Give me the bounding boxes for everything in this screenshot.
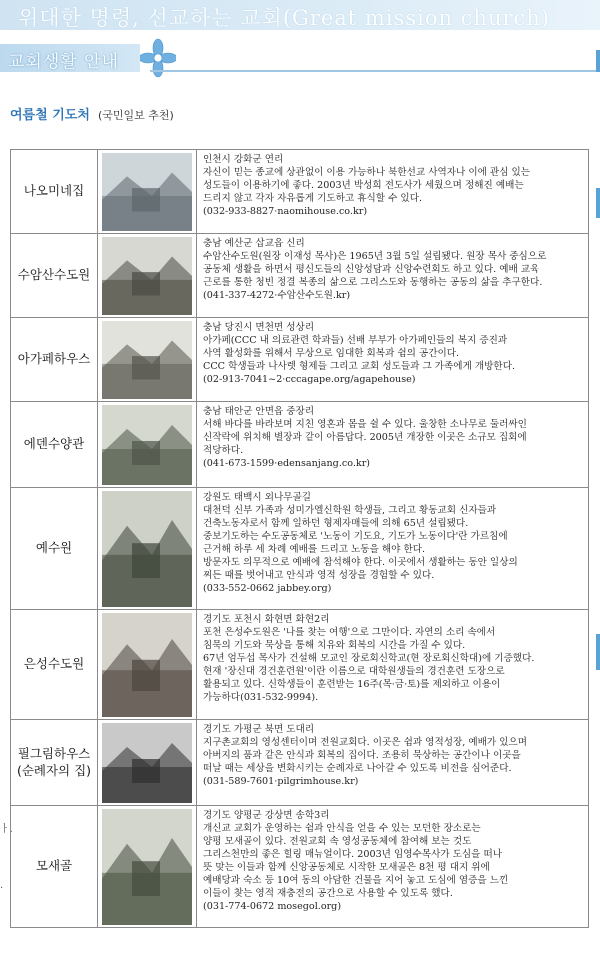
retreat-photo-cell: [98, 488, 197, 610]
retreat-address: 충남 예산군 삽교읍 신리: [203, 238, 305, 249]
retreat-address: 경기도 양평군 강상면 송학3리: [203, 810, 330, 821]
retreat-description-line: 대천덕 신부 가족과 성미가엘신학원 학생들, 그리고 황동교회 신자들과: [203, 505, 497, 517]
retreat-description-line: (02-913-7041~2·cccagape.org/agapehouse): [203, 374, 416, 386]
retreat-description-line: 공동체 생활을 하면서 평신도들의 신앙성담과 신앙수련회도 하고 있다. 예배 교육: [203, 264, 540, 276]
retreat-photo-cell: [98, 720, 197, 806]
retreat-description-line: 떠날 때는 세상을 변화시키는 순례자로 나아갈 수 있도록 비전을 심어준다.: [203, 763, 512, 775]
retreat-description-line: 예배당과 숙소 등 10여 동의 아담한 건물을 지어 놓고 도심에 염증을 느낀: [203, 875, 509, 887]
retreat-photo: [102, 613, 192, 717]
heading-title: 여름철 기도처: [10, 108, 90, 123]
page-heading: [10, 104, 174, 123]
section-header: [0, 44, 600, 72]
edge-marker: [596, 634, 600, 670]
retreat-row: [11, 318, 589, 402]
retreat-description-line: 67년 엄두섭 목사가 건설해 모교인 장로회신학교(현 장로회신학대)에 기증했다.: [203, 653, 535, 665]
retreat-description: [197, 402, 589, 488]
retreat-photo: [102, 723, 192, 803]
retreat-address: 인천시 강화군 연리: [203, 154, 284, 165]
retreat-description-line: 사역 활성화를 위해서 무상으로 임대한 회복과 쉼의 공간이다.: [203, 348, 460, 360]
retreat-name: 은성수도원: [11, 610, 98, 720]
edge-marker: [596, 188, 600, 218]
retreat-photo-cell: [98, 234, 197, 318]
retreat-description-line: 수암산수도원(원장 이재성 목사)은 1965년 3월 5일 설립됐다. 원장 목사 중심으로: [203, 251, 547, 263]
edge-marker: [596, 50, 600, 72]
retreat-row: [11, 402, 589, 488]
retreat-name: 에덴수양관: [11, 402, 98, 488]
retreat-row: [11, 720, 589, 806]
retreat-address: 경기도 포천시 화현면 화현2리: [203, 614, 330, 625]
retreat-description-line: 침묵의 기도와 묵상을 통해 치유와 회복의 시간을 가질 수 있다.: [203, 640, 466, 652]
retreat-description-line: 신작락에 위치해 별장과 같이 아름답다. 2005년 개장한 이곳은 소규모 집회에: [203, 432, 527, 444]
retreat-row: [11, 234, 589, 318]
retreat-name: 나오미네집: [11, 150, 98, 234]
retreat-description: [197, 720, 589, 806]
retreat-photo-cell: [98, 610, 197, 720]
retreat-row: [11, 806, 589, 928]
retreat-photo: [102, 237, 192, 315]
retreat-name: 필그림하우스 (순례자의 집): [11, 720, 98, 806]
retreat-table: [10, 149, 589, 928]
retreat-description-line: 중보기도하는 수도공동체로 '노동이 기도요, 기도가 노동이다'란 가르침에: [203, 531, 508, 543]
retreat-description-line: 포천 은성수도원은 '나를 찾는 여행'으로 그만이다. 자연의 소리 속에서: [203, 627, 496, 639]
retreat-description-line: 건축노동자로서 함께 일하던 형제자매들에 의해 65년 설립됐다.: [203, 518, 469, 530]
retreat-photo: [102, 321, 192, 399]
retreat-description-line: 활용되고 있다. 신학생들이 훈련받는 16주(목·금·토)를 제외하고 이용이: [203, 679, 501, 691]
retreat-name: 모새골: [11, 806, 98, 928]
retreat-description-line: 지구촌교회의 영성센터이며 전원교회다. 이곳은 쉼과 영적성장, 예배가 있으며: [203, 737, 528, 749]
retreat-name: 아가페하우스: [11, 318, 98, 402]
retreat-photo: [102, 491, 192, 607]
retreat-description: [197, 488, 589, 610]
retreat-photo-cell: [98, 150, 197, 234]
retreat-description-line: (032-933-8827·naomihouse.co.kr): [203, 206, 368, 218]
banner-text: 위대한 명령, 선교하는 교회(Great mission church): [18, 6, 550, 30]
retreat-name: 수암산수도원: [11, 234, 98, 318]
retreat-description-line: 아가페(CCC 내 의료관련 학과들) 선배 부부가 아가페인들의 복지 증진과: [203, 335, 508, 347]
retreat-description-line: 찌든 때를 벗어내고 안식과 영적 성장을 경험할 수 있다.: [203, 570, 435, 582]
retreat-address: 경기도 가평군 북면 도대리: [203, 724, 315, 735]
retreat-photo: [102, 153, 192, 231]
margin-mark: ㅏ.: [0, 824, 13, 835]
retreat-description-line: 근로를 통한 청빈 정결 복종의 삶으로 그리스도와 동행하는 공동의 삶을 추구한다.: [203, 277, 543, 289]
retreat-description-line: 아버지의 품과 같은 안식과 회복의 집이다. 조용히 묵상하는 공간이나 이곳을: [203, 750, 521, 762]
retreat-description-line: 드리지 않고 각자 자유롭게 기도하고 휴식할 수 있다.: [203, 193, 423, 205]
retreat-photo-cell: [98, 806, 197, 928]
retreat-row: [11, 150, 589, 234]
retreat-photo: [102, 809, 192, 925]
retreat-photo-cell: [98, 402, 197, 488]
retreat-description-line: 근거해 하루 세 차례 예배를 드리고 노동을 해야 한다.: [203, 544, 426, 556]
top-banner: [0, 0, 600, 30]
retreat-photo-cell: [98, 318, 197, 402]
heading-subtitle: (국민일보 추천): [98, 109, 174, 122]
retreat-name: 예수원: [11, 488, 98, 610]
retreat-description-line: 뜻 맞는 이들과 함께 신앙공동체로 시작한 모새골은 8천 평 대지 위에: [203, 862, 490, 874]
retreat-address: 강원도 태백시 외나무골길: [203, 492, 312, 503]
retreat-description-line: 서해 바다를 바라보며 지친 영혼과 몸을 쉴 수 있다. 울창한 소나무로 둘러싸인: [203, 419, 527, 431]
retreat-row: [11, 488, 589, 610]
retreat-description-line: 성도들이 이용하기에 좋다. 2003년 박성희 전도사가 세웠으며 정해진 예배는: [203, 180, 524, 192]
retreat-description-line: 적당하다.: [203, 445, 244, 457]
retreat-description-line: (031-589-7601·pilgrimhouse.kr): [203, 776, 359, 788]
retreat-address: 충남 당진시 면천면 성상리: [203, 322, 315, 333]
retreat-description-line: 개신교 교회가 운영하는 쉼과 안식을 얻을 수 있는 모던한 장소로는: [203, 823, 481, 835]
retreat-description: [197, 234, 589, 318]
retreat-description: [197, 318, 589, 402]
retreat-description: [197, 150, 589, 234]
section-title: 교회생활 안내: [8, 52, 119, 72]
retreat-description-line: CCC 학생들과 나사렛 형제들 그리고 교회 성도들과 그 가족에게 개방한다.: [203, 361, 516, 373]
retreat-description-line: 이들이 찾는 영적 재충전의 공간으로 사용할 수 있도록 했다.: [203, 888, 453, 900]
retreat-description: [197, 610, 589, 720]
retreat-description-line: (041-337-4272·수암산수도원.kr): [203, 290, 351, 302]
retreat-address: 충남 태안군 안면읍 중장리: [203, 406, 315, 417]
retreat-description-line: (031-774-0672 mosegol.org): [203, 901, 342, 913]
section-pill: [0, 44, 140, 72]
retreat-row: [11, 610, 589, 720]
retreat-photo: [102, 405, 192, 485]
retreat-description-line: (041-673-1599·edensanjang.co.kr): [203, 458, 371, 470]
retreat-description-line: 가능하다(031-532-9994).: [203, 692, 319, 704]
section-rule: [150, 70, 600, 72]
retreat-description-line: (033-552-0662 jabbey.org): [203, 583, 332, 595]
retreat-description: [197, 806, 589, 928]
margin-mark: .: [0, 880, 4, 891]
retreat-description-line: 방문자도 의무적으로 예배에 참석해야 한다. 이곳에서 생활하는 동안 일상의: [203, 557, 518, 569]
flower-icon: [140, 38, 176, 78]
retreat-description-line: 그리스천만의 좋은 힐링 매뉴얼이다. 2003년 임영수목사가 도심을 떠나: [203, 849, 503, 861]
retreat-description-line: 양평 모새골이 있다. 전원교회 속 영성공동체에 참여해 보는 것도: [203, 836, 472, 848]
retreat-description-line: 자신이 믿는 종교에 상관없이 이용 가능하나 북한선교 사역자나 이에 관심 있는: [203, 167, 531, 179]
retreat-description-line: 현재 '장신대 경건훈련원'이란 이름으로 대학원생들의 경건훈련 도장으로: [203, 666, 505, 678]
